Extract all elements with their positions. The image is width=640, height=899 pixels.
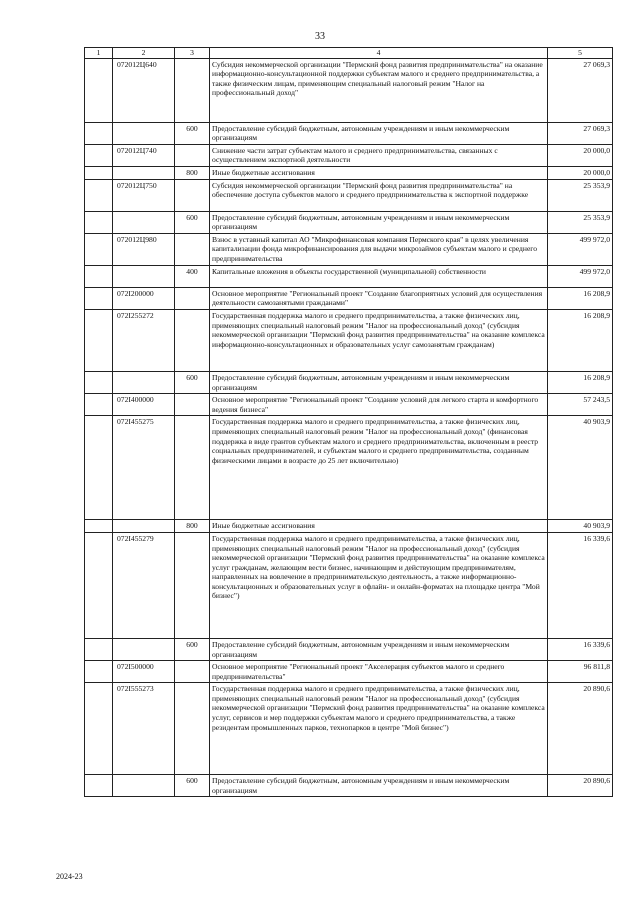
budget-table <box>84 47 613 797</box>
table-row <box>85 233 613 265</box>
amount-cell: 27 069,3 <box>548 122 613 144</box>
amount-cell: 25 353,9 <box>548 179 613 211</box>
expense-type-cell <box>175 287 210 309</box>
empty-cell <box>85 211 113 233</box>
table-row <box>85 638 613 660</box>
table-row <box>85 122 613 144</box>
column-header: 2 <box>113 48 175 59</box>
expense-type-cell: 600 <box>175 211 210 233</box>
empty-cell <box>85 309 113 371</box>
empty-cell <box>85 638 113 660</box>
expense-type-cell <box>175 416 210 520</box>
empty-cell <box>85 532 113 638</box>
target-code-cell <box>113 265 175 287</box>
amount-cell: 20 890,6 <box>548 775 613 797</box>
item-name-cell: Взнос в уставный капитал АО "Микрофинансовая компания Пермского края" в целях увеличения капитализации фонда микрофинансирования для выдачи микрозаймов субъектам малого и среднего предпринимательства <box>210 233 548 265</box>
table-row <box>85 520 613 533</box>
item-name-cell: Предоставление субсидий бюджетным, автономным учреждениям и иным некоммерческим организациям <box>210 122 548 144</box>
target-code-cell: 072012Ц980 <box>113 233 175 265</box>
target-code-cell: 072012Ц640 <box>113 58 175 122</box>
amount-cell: 499 972,0 <box>548 233 613 265</box>
item-name-cell: Предоставление субсидий бюджетным, автономным учреждениям и иным некоммерческим организациям <box>210 371 548 393</box>
expense-type-cell: 600 <box>175 638 210 660</box>
item-name-cell: Иные бюджетные ассигнования <box>210 166 548 179</box>
empty-cell <box>85 265 113 287</box>
column-header: 5 <box>548 48 613 59</box>
empty-cell <box>85 416 113 520</box>
amount-cell: 20 000,0 <box>548 144 613 166</box>
table-row <box>85 683 613 775</box>
amount-cell: 499 972,0 <box>548 265 613 287</box>
expense-type-cell: 600 <box>175 775 210 797</box>
empty-cell <box>85 58 113 122</box>
item-name-cell: Иные бюджетные ассигнования <box>210 520 548 533</box>
table-row <box>85 287 613 309</box>
expense-type-cell <box>175 532 210 638</box>
target-code-cell: 072012Ц750 <box>113 179 175 211</box>
expense-type-cell <box>175 661 210 683</box>
table-row <box>85 532 613 638</box>
expense-type-cell: 600 <box>175 371 210 393</box>
amount-cell: 25 353,9 <box>548 211 613 233</box>
expense-type-cell <box>175 233 210 265</box>
expense-type-cell <box>175 309 210 371</box>
item-name-cell: Основное мероприятие "Региональный проект "Создание условий для легкого старта и комфортного ведения бизнеса" <box>210 394 548 416</box>
page-number: 33 <box>315 31 325 42</box>
table-row <box>85 371 613 393</box>
item-name-cell: Предоставление субсидий бюджетным, автономным учреждениям и иным некоммерческим организациям <box>210 211 548 233</box>
empty-cell <box>85 683 113 775</box>
table-row <box>85 661 613 683</box>
amount-cell: 96 811,8 <box>548 661 613 683</box>
expense-type-cell: 800 <box>175 520 210 533</box>
target-code-cell: 072I455275 <box>113 416 175 520</box>
table-row <box>85 179 613 211</box>
expense-type-cell: 800 <box>175 166 210 179</box>
expense-type-cell: 600 <box>175 122 210 144</box>
empty-cell <box>85 144 113 166</box>
item-name-cell: Государственная поддержка малого и среднего предпринимательства, а также физических лиц, применяющих специальный налоговый режим "Налог на профессиональный доход" (финансовая поддержка в виде грантов субъектам малого и среднего предпринимательства, включенным в реестр социальных предпринимателей, и субъектам малого и среднего предпринимательства, созданным физическими лицами в возрасте до 25 лет включительно) <box>210 416 548 520</box>
empty-cell <box>85 371 113 393</box>
amount-cell: 16 339,6 <box>548 638 613 660</box>
expense-type-cell <box>175 58 210 122</box>
empty-cell <box>85 520 113 533</box>
empty-cell <box>85 775 113 797</box>
target-code-cell <box>113 775 175 797</box>
target-code-cell: 072012Ц740 <box>113 144 175 166</box>
empty-cell <box>85 233 113 265</box>
item-name-cell: Субсидия некоммерческой организации "Пермский фонд развития предпринимательства" на обеспечение доступа субъектов малого и среднего предпринимательства к экспортной поддержке <box>210 179 548 211</box>
target-code-cell <box>113 638 175 660</box>
item-name-cell: Государственная поддержка малого и среднего предпринимательства, а также физических лиц, применяющих специальный налоговый режим "Налог на профессиональный доход" (субсидия некоммерческой организации "Пермский фонд развития предпринимательства" на оказание комплекса услуг, сервисов и мер поддержки субъектам малого и среднего предпринимательства, а также резидентам промышленных парков, технопарков в центре "Мой бизнес") <box>210 683 548 775</box>
empty-cell <box>85 287 113 309</box>
table-row <box>85 211 613 233</box>
item-name-cell: Предоставление субсидий бюджетным, автономным учреждениям и иным некоммерческим организациям <box>210 638 548 660</box>
amount-cell: 40 903,9 <box>548 416 613 520</box>
target-code-cell: 072I500000 <box>113 661 175 683</box>
expense-type-cell <box>175 394 210 416</box>
target-code-cell: 072I200000 <box>113 287 175 309</box>
column-header: 4 <box>210 48 548 59</box>
table-row <box>85 416 613 520</box>
amount-cell: 16 208,9 <box>548 309 613 371</box>
target-code-cell <box>113 520 175 533</box>
empty-cell <box>85 394 113 416</box>
table-row <box>85 144 613 166</box>
empty-cell <box>85 661 113 683</box>
target-code-cell <box>113 211 175 233</box>
amount-cell: 40 903,9 <box>548 520 613 533</box>
table-row <box>85 58 613 122</box>
item-name-cell: Основное мероприятие "Региональный проект "Акселерация субъектов малого и среднего предпринимательства" <box>210 661 548 683</box>
amount-cell: 16 208,9 <box>548 371 613 393</box>
empty-cell <box>85 166 113 179</box>
item-name-cell: Государственная поддержка малого и среднего предпринимательства, а также физических лиц, применяющих специальный налоговый режим "Налог на профессиональный доход" (субсидия некоммерческой организации "Пермский фонд развития предпринимательства" на оказание комплекса услуг гражданам, желающим вести бизнес, начинающим и действующим предпринимателям, направленных на вовлечение в предпринимательскую деятельность, а также информационно-консультационных и образовательных услуг в офлайн- и онлайн-форматах на площадке центра "Мой бизнес") <box>210 532 548 638</box>
item-name-cell: Снижение части затрат субъектам малого и среднего предпринимательства, связанных с осуществлением экспортной деятельности <box>210 144 548 166</box>
column-header-row <box>85 48 613 59</box>
item-name-cell: Субсидия некоммерческой организации "Пермский фонд развития предпринимательства" на оказание информационно-консультационной поддержки субъектам малого и среднего предпринимательства, а также физическим лицам, применяющим специальный налоговый режим "Налог на профессиональный доход" <box>210 58 548 122</box>
table-row <box>85 265 613 287</box>
item-name-cell: Предоставление субсидий бюджетным, автономным учреждениям и иным некоммерческим организациям <box>210 775 548 797</box>
footer-code: 2024-23 <box>56 872 83 881</box>
target-code-cell: 072I400000 <box>113 394 175 416</box>
table-row <box>85 309 613 371</box>
amount-cell: 16 208,9 <box>548 287 613 309</box>
target-code-cell: 072I255272 <box>113 309 175 371</box>
target-code-cell: 072I555273 <box>113 683 175 775</box>
target-code-cell <box>113 166 175 179</box>
empty-cell <box>85 122 113 144</box>
column-header: 1 <box>85 48 113 59</box>
expense-type-cell <box>175 179 210 211</box>
amount-cell: 27 069,3 <box>548 58 613 122</box>
empty-cell <box>85 179 113 211</box>
item-name-cell: Капитальные вложения в объекты государственной (муниципальной) собственности <box>210 265 548 287</box>
item-name-cell: Основное мероприятие "Региональный проект "Создание благоприятных условий для осуществления деятельности самозанятыми гражданами" <box>210 287 548 309</box>
target-code-cell: 072I455279 <box>113 532 175 638</box>
amount-cell: 20 000,0 <box>548 166 613 179</box>
expense-type-cell <box>175 683 210 775</box>
amount-cell: 57 243,5 <box>548 394 613 416</box>
target-code-cell <box>113 371 175 393</box>
table-row <box>85 775 613 797</box>
amount-cell: 16 339,6 <box>548 532 613 638</box>
amount-cell: 20 890,6 <box>548 683 613 775</box>
expense-type-cell: 400 <box>175 265 210 287</box>
table-row <box>85 166 613 179</box>
table-row <box>85 394 613 416</box>
column-header: 3 <box>175 48 210 59</box>
expense-type-cell <box>175 144 210 166</box>
target-code-cell <box>113 122 175 144</box>
item-name-cell: Государственная поддержка малого и среднего предпринимательства, а также физических лиц, применяющих специальный налоговый режим "Налог на профессиональный доход" (субсидия некоммерческой организации "Пермский фонд развития предпринимательства" на оказание комплекса информационно-консультационных и образовательных услуг самозанятым гражданам) <box>210 309 548 371</box>
